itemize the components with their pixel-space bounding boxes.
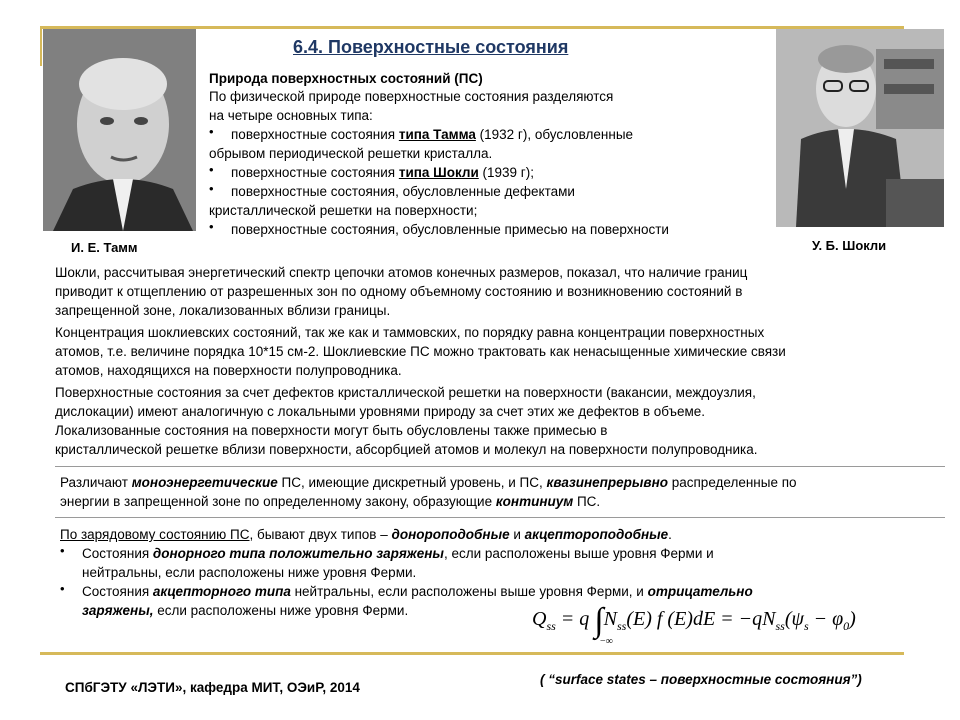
para3-line-4: кристаллической решетке вблизи поверхности, абсорбцией атомов и молекул на поверхности полупроводника. [55,442,758,457]
shockley-caption: У. Б. Шокли [812,238,887,253]
left-rule [40,26,42,66]
nature-bullet-3: поверхностные состояния, обусловленные дефектами [231,184,575,199]
para1-line-1: Шокли, рассчитывая энергетический спектр цепочки атомов конечных размеров, показал, что наличие границ [55,265,748,280]
acceptor-line-1: Состояния акцепторного типа нейтральны, если расположены выше уровня Ферми, и отрицательно [82,584,753,599]
nature-bullet-2: поверхностные состояния типа Шокли (1939 г); [231,165,534,180]
para3-line-1: Поверхностные состояния за счет дефектов кристаллической решетки на поверхности (вакансии, междоузлия, [55,385,756,400]
bullet-donor: • [60,543,65,558]
distinguish-line-2: энергии в запрещенной зоне по определенному закону, образующие континиум ПС. [60,494,601,509]
distinguish-line-1: Различают моноэнергетические ПС, имеющие дискретный уровень, и ПС, квазинепрерывно распределенные по [60,475,797,490]
integral-lower-limit: −∞ [600,636,613,647]
donor-line-1: Состояния донорного типа положительно заряжены, если расположены выше уровня Ферми и [82,546,714,561]
shockley-photo [776,29,944,227]
nature-bullet-4: поверхностные состояния, обусловленные примесью на поверхности [231,222,669,237]
tamm-photo [43,29,196,231]
footer-translation-note: ( “surface states – поверхностные состояния”) [540,672,862,687]
nature-bullet-3-cont: кристаллической решетки на поверхности; [209,203,478,218]
para1-line-2: приводит к отщеплению от разрешенных зон по одному объемному состоянию и возникновению состояний в [55,284,743,299]
para2-line-3: атомов, находящихся на поверхности полупроводника. [55,363,402,378]
shockley-type-link: типа Шокли [398,165,479,180]
tamm-type-link: типа Тамма [398,127,476,142]
tamm-caption: И. Е. Тамм [71,240,138,255]
bullet-acceptor: • [60,581,65,596]
bullet-2: • [209,162,214,177]
para2-line-2: атомов, т.е. величине порядка 10*15 см-2. Шоклиевские ПС можно трактовать как ненасыщенные химические связи [55,344,786,359]
nature-heading: Природа поверхностных состояний (ПС) [209,71,483,86]
donor-line-2: нейтральны, если расположены ниже уровня Ферми. [82,565,417,580]
separator-1 [55,466,945,467]
bottom-rule [40,652,904,655]
para1-line-3: запрещенной зоне, локализованных вблизи границы. [55,303,391,318]
nature-intro-2: на четыре основных типа: [209,108,373,123]
footer-institution: СПбГЭТУ «ЛЭТИ», кафедра МИТ, ОЭиР, 2014 [65,680,360,695]
nature-intro-1: По физической природе поверхностные состояния разделяются [209,89,614,104]
surface-charge-formula: $Q_{ss} = q$ $\int N_{ss}(E)$ f $(E)dE = -qN_{ss}(\psi_s - \varphi_0)$ [532,602,856,639]
nature-bullet-1: поверхностные состояния типа Тамма (1932 г), обусловленные [231,127,634,142]
para3-line-2: дислокации) имеют аналогичную с локальными уровнями природу за счет этих же дефектов в объеме. [55,404,706,419]
separator-2 [55,517,945,518]
bullet-3: • [209,181,214,196]
para3-line-3: Локализованные состояния на поверхности могут быть обусловлены также примесью в [55,423,608,438]
page-title: 6.4. Поверхностные состояния [293,37,569,57]
nature-bullet-1-cont: обрывом периодической решетки кристалла. [209,146,493,161]
para2-line-1: Концентрация шоклиевских состояний, так же как и таммовских, по порядку равна концентрации поверхностных [55,325,765,340]
charge-line-1: По зарядовому состоянию ПС, бывают двух типов – донороподобные и акцептороподобные. [60,527,672,542]
bullet-4: • [209,219,214,234]
bullet-1: • [209,124,214,139]
acceptor-line-2: заряжены, если расположены ниже уровня Ферми. [82,603,409,618]
